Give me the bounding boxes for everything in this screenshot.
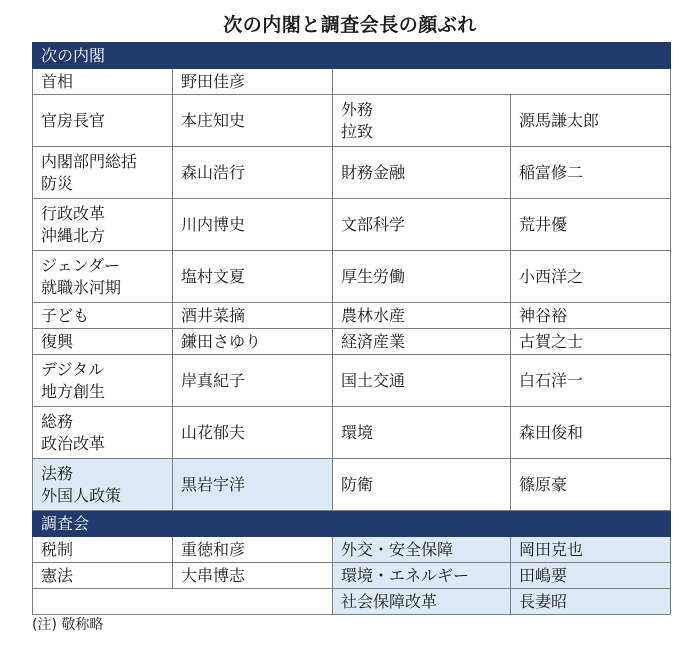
name-cell: 重徳和彦 bbox=[173, 537, 333, 563]
table-row bbox=[33, 69, 671, 95]
empty-cell bbox=[33, 589, 333, 615]
table-row bbox=[33, 329, 671, 355]
table-row bbox=[33, 355, 671, 407]
name-cell: 森田俊和 bbox=[511, 407, 671, 459]
name-cell: 神谷裕 bbox=[511, 303, 671, 329]
committee-section-header bbox=[33, 511, 671, 537]
role-cell: 首相 bbox=[33, 69, 173, 95]
role-cell: 復興 bbox=[33, 329, 173, 355]
empty-cell bbox=[333, 69, 671, 95]
role-cell: ジェンダー 就職氷河期 bbox=[33, 251, 173, 303]
name-cell: 鎌田さゆり bbox=[173, 329, 333, 355]
role-cell: 憲法 bbox=[33, 563, 173, 589]
role-cell: 外交・安全保障 bbox=[333, 537, 511, 563]
role-cell: 国土交通 bbox=[333, 355, 511, 407]
name-cell: 古賀之士 bbox=[511, 329, 671, 355]
role-cell: 財務金融 bbox=[333, 147, 511, 199]
name-cell: 長妻昭 bbox=[511, 589, 671, 615]
role-cell: 官房長官 bbox=[33, 95, 173, 147]
role-cell: 文部科学 bbox=[333, 199, 511, 251]
roster-table bbox=[32, 42, 671, 615]
cabinet-section-header bbox=[33, 43, 671, 69]
name-cell: 源馬謙太郎 bbox=[511, 95, 671, 147]
name-cell: 森山浩行 bbox=[173, 147, 333, 199]
role-cell: 防衛 bbox=[333, 459, 511, 511]
role-cell: 行政改革 沖縄北方 bbox=[33, 199, 173, 251]
table-row bbox=[33, 537, 671, 563]
role-cell: 社会保障改革 bbox=[333, 589, 511, 615]
cabinet-header: 次の内閣 bbox=[33, 43, 671, 69]
name-cell: 黒岩宇洋 bbox=[173, 459, 333, 511]
name-cell: 酒井菜摘 bbox=[173, 303, 333, 329]
page-title: 次の内閣と調査会長の顔ぶれ bbox=[223, 14, 477, 36]
role-cell: 環境・エネルギー bbox=[333, 563, 511, 589]
role-cell: デジタル 地方創生 bbox=[33, 355, 173, 407]
name-cell: 小西洋之 bbox=[511, 251, 671, 303]
name-cell: 荒井優 bbox=[511, 199, 671, 251]
role-cell: 外務 拉致 bbox=[333, 95, 511, 147]
name-cell: 大串博志 bbox=[173, 563, 333, 589]
role-cell: 税制 bbox=[33, 537, 173, 563]
name-cell: 川内博史 bbox=[173, 199, 333, 251]
table-row bbox=[33, 589, 671, 615]
table-row bbox=[33, 95, 671, 147]
name-cell: 岡田克也 bbox=[511, 537, 671, 563]
role-cell: 内閣部門総括 防災 bbox=[33, 147, 173, 199]
table-row bbox=[33, 407, 671, 459]
table-row bbox=[33, 459, 671, 511]
role-cell: 環境 bbox=[333, 407, 511, 459]
committee-header: 調査会 bbox=[33, 511, 671, 537]
name-cell: 白石洋一 bbox=[511, 355, 671, 407]
role-cell: 厚生労働 bbox=[333, 251, 511, 303]
name-cell: 岸真紀子 bbox=[173, 355, 333, 407]
role-cell: 総務 政治改革 bbox=[33, 407, 173, 459]
table-row bbox=[33, 251, 671, 303]
name-cell: 野田佳彦 bbox=[173, 69, 333, 95]
name-cell: 田嶋要 bbox=[511, 563, 671, 589]
name-cell: 山花郁夫 bbox=[173, 407, 333, 459]
name-cell: 稲富修二 bbox=[511, 147, 671, 199]
table-row bbox=[33, 303, 671, 329]
name-cell: 本庄知史 bbox=[173, 95, 333, 147]
name-cell: 篠原豪 bbox=[511, 459, 671, 511]
role-cell: 経済産業 bbox=[333, 329, 511, 355]
role-cell: 子ども bbox=[33, 303, 173, 329]
role-cell: 法務 外国人政策 bbox=[33, 459, 173, 511]
table-row bbox=[33, 199, 671, 251]
table-row bbox=[33, 147, 671, 199]
role-cell: 農林水産 bbox=[333, 303, 511, 329]
footnote: (注) 敬称略 bbox=[32, 617, 104, 633]
name-cell: 塩村文夏 bbox=[173, 251, 333, 303]
table-row bbox=[33, 563, 671, 589]
